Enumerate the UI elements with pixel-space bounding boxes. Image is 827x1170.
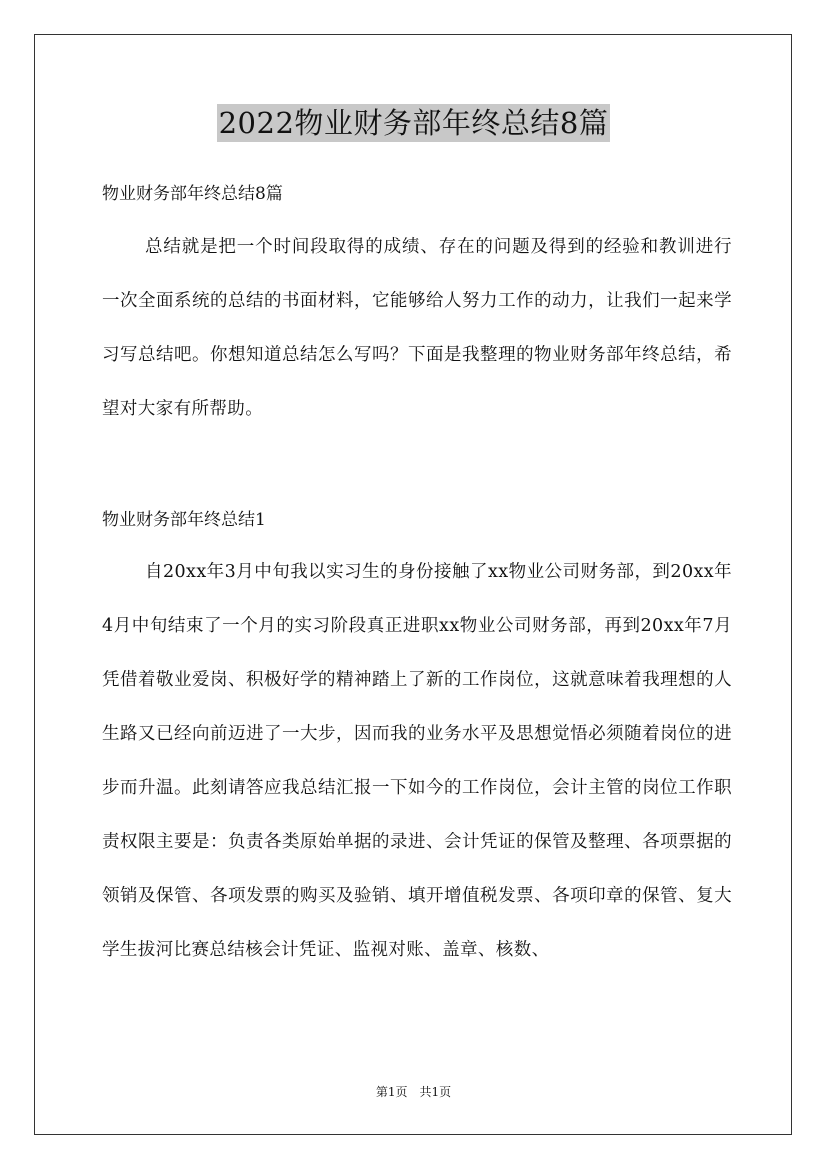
title-wrap [0,104,827,142]
intro-paragraph: 总结就是把一个时间段取得的成绩、存在的问题及得到的经验和教训进行一次全面系统的总结的书面材料，它能够给人努力工作的动力，让我们一起来学习写总结吧。你想知道总结怎么写吗？下面是我整理的物业财务部年终总结，希望对大家有所帮助。 [102,237,732,419]
section-1-paragraph: 自20xx年3月中旬我以实习生的身份接触了xx物业公司财务部，到20xx年4月中旬结束了一个月的实习阶段真正进职xx物业公司财务部，再到20xx年7月凭借着敬业爱岗、积极好学的精神踏上了新的工作岗位，这就意味着我理想的人生路又已经向前迈进了一大步，因而我的业务水平及思想觉悟必须随着岗位的进步而升温。此刻请答应我总结汇报一下如今的工作岗位，会计主管的岗位工作职责权限主要是：负责各类原始单据的录进、会计凭证的保管及整理、各项票据的领销及保管、各项发票的购买及验销、填开增值税发票、各项印章的保管、复大学生拔河比赛总结核会计凭证、监视对账、盖章、核数、 [102,562,732,960]
document-title: 2022物业财务部年终总结8篇 [218,106,609,140]
section-1-heading: 物业财务部年终总结1 [102,510,266,530]
document-subtitle: 物业财务部年终总结8篇 [102,184,283,204]
page-footer: 第1页 共1页 [375,1085,452,1099]
